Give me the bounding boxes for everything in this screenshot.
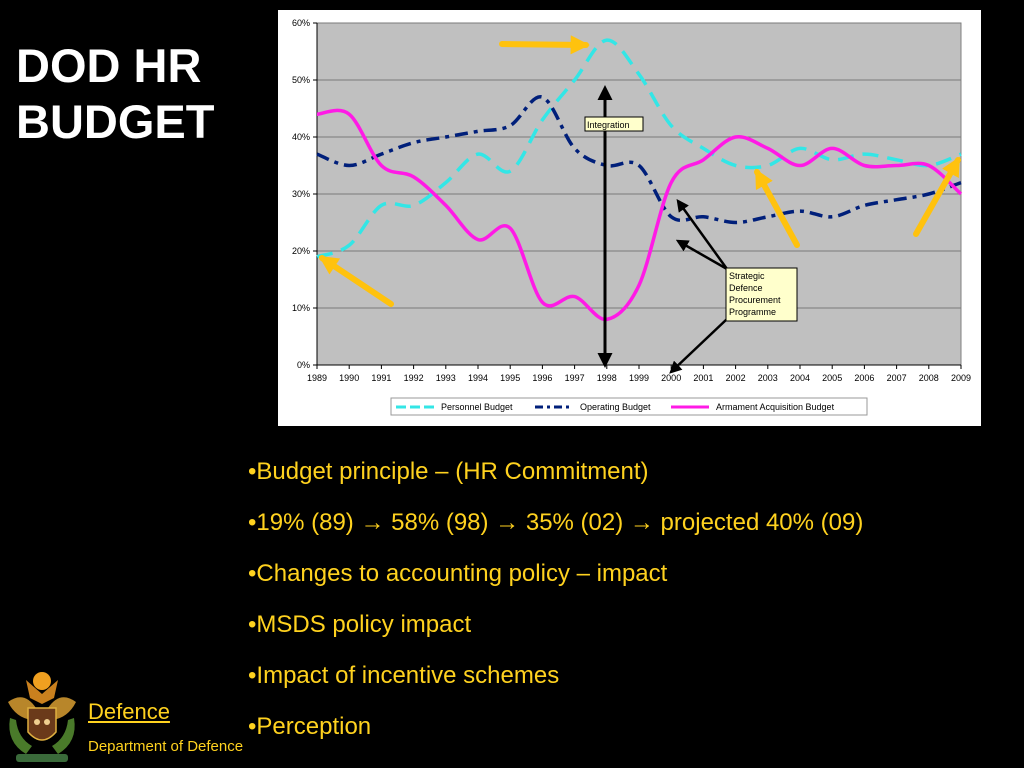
legend-label: Personnel Budget: [441, 402, 513, 412]
x-tick-label: 2009: [950, 373, 972, 383]
y-tick-label: 20%: [291, 246, 310, 256]
x-tick-label: 2002: [725, 373, 746, 383]
org-name: Defence: [88, 699, 170, 724]
bullet-list: [248, 446, 863, 752]
y-tick-label: 30%: [291, 189, 310, 199]
x-tick-label: 1994: [467, 373, 489, 383]
y-tick-label: 0%: [296, 360, 310, 370]
x-tick-label: 1993: [435, 373, 456, 383]
x-tick-label: 2000: [661, 373, 682, 383]
legend-label: Operating Budget: [580, 402, 651, 412]
x-tick-label: 1998: [596, 373, 617, 383]
bullet-item: •Impact of incentive schemes: [248, 662, 560, 689]
x-tick-label: 1992: [403, 373, 424, 383]
bullet-item: •Budget principle – (HR Commitment): [248, 458, 649, 485]
sdpp-label-line-2: Defence: [729, 283, 763, 293]
budget-line-chart: [278, 10, 981, 426]
title-line-2: BUDGET: [16, 95, 215, 148]
x-tick-label: 1997: [564, 373, 585, 383]
x-tick-label: 2004: [789, 373, 811, 383]
slide-title: [16, 38, 214, 150]
x-tick-label: 2006: [854, 373, 875, 383]
sdpp-label-line-4: Programme: [729, 307, 777, 317]
bullet-item: •Changes to accounting policy – impact: [248, 560, 668, 587]
x-tick-label: 1995: [500, 373, 521, 383]
x-tick-label: 1991: [371, 373, 392, 383]
highlight-arrow-1998: [502, 44, 586, 45]
x-tick-label: 2007: [886, 373, 907, 383]
bullet-item: •MSDS policy impact: [248, 611, 472, 638]
coat-of-arms-logo: [4, 668, 80, 766]
legend-label: Armament Acquisition Budget: [716, 402, 835, 412]
x-tick-label: 1999: [628, 373, 650, 383]
y-tick-label: 10%: [291, 303, 310, 313]
sdpp-label-line-3: Procurement: [729, 295, 781, 305]
integration-label: Integration: [587, 120, 630, 130]
department-name: Department of Defence: [88, 738, 244, 755]
y-tick-label: 40%: [291, 132, 310, 142]
x-tick-label: 1996: [532, 373, 553, 383]
bullet-item: •19% (89) → 58% (98) → 35% (02) → projected 40% (09): [248, 509, 864, 536]
x-tick-label: 2003: [757, 373, 778, 383]
bullet-item: •Perception: [248, 713, 372, 740]
x-tick-label: 2005: [822, 373, 843, 383]
x-tick-label: 1989: [306, 373, 328, 383]
x-tick-label: 1990: [339, 373, 360, 383]
y-tick-label: 60%: [291, 18, 310, 28]
title-line-1: DOD HR: [16, 39, 202, 92]
x-tick-label: 2008: [918, 373, 939, 383]
budget-chart: [278, 10, 981, 426]
x-tick-label: 2001: [693, 373, 714, 383]
y-tick-label: 50%: [291, 75, 310, 85]
sdpp-label-line-1: Strategic: [729, 271, 765, 281]
